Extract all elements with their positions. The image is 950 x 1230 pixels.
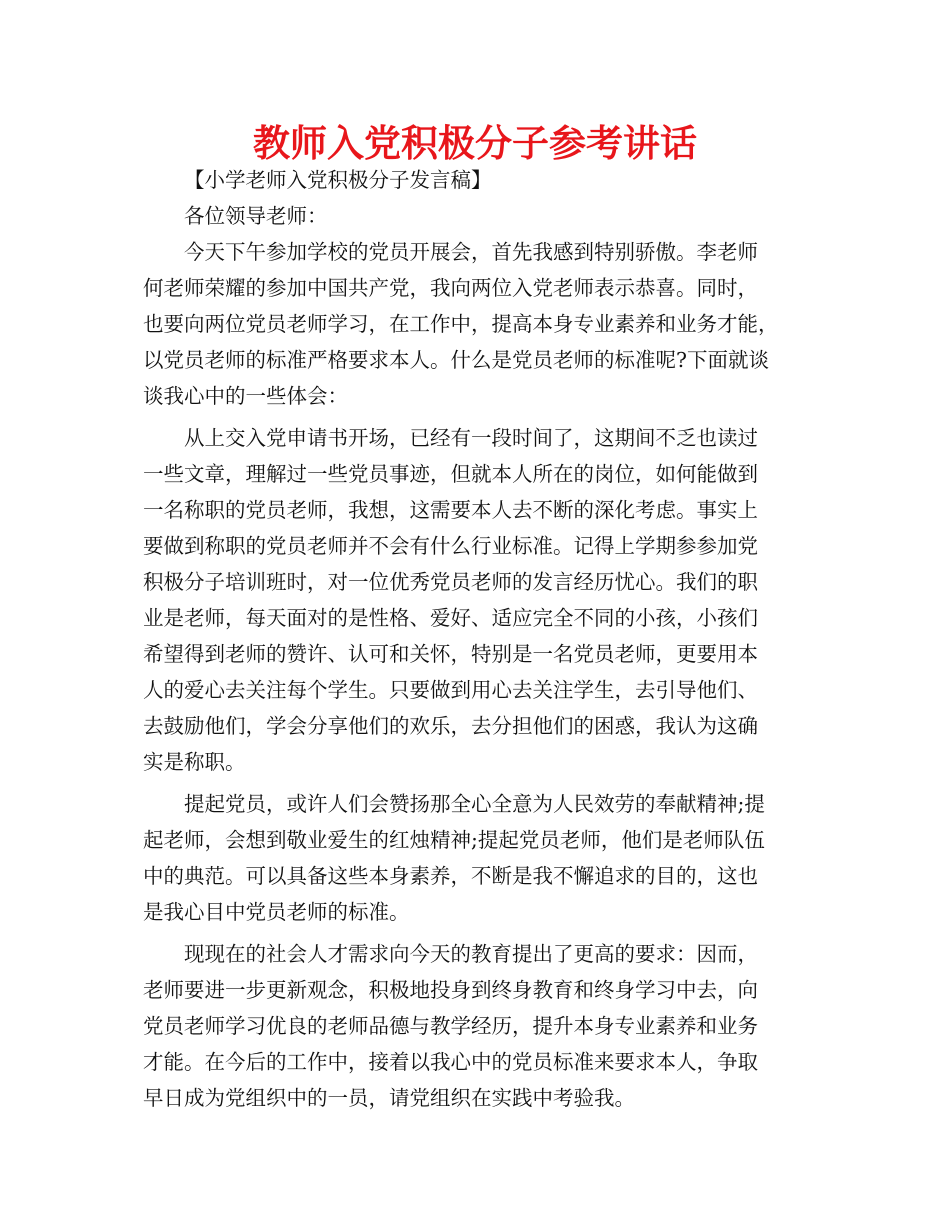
paragraph-line: 是我心目中党员老师的标准。: [143, 900, 410, 924]
paragraph-line: 希望得到老师的赞许、认可和关怀，特别是一名党员老师，更要用本: [143, 642, 758, 666]
paragraph-line: 一名称职的党员老师，我想，这需要本人去不断的深化考虑。事实上: [143, 498, 758, 522]
paragraph-1: [143, 234, 823, 414]
greeting-line: 各位领导老师：: [184, 204, 328, 228]
paragraph-line: 实是称职。: [143, 750, 246, 774]
paragraph-3: [143, 786, 823, 930]
paragraph-line: 才能。在今后的工作中，接着以我心中的党员标准来要求本人，争取: [143, 1050, 758, 1074]
paragraph-4: [143, 936, 823, 1116]
paragraph-line: 何老师荣耀的参加中国共产党，我向两位入党老师表示恭喜。同时，: [143, 276, 758, 300]
paragraph-line: 从上交入党申请书开场，已经有一段时间了，这期间不乏也读过: [184, 426, 758, 450]
paragraph-line: 起老师，会想到敬业爱生的红烛精神;提起党员老师，他们是老师队伍: [143, 828, 765, 852]
paragraph-line: 一些文章，理解过一些党员事迹，但就本人所在的岗位，如何能做到: [143, 462, 758, 486]
paragraph-line: 现现在的社会人才需求向今天的教育提出了更高的要求：因而，: [184, 942, 758, 966]
paragraph-2: [143, 420, 823, 780]
paragraph-line: 今天下午参加学校的党员开展会，首先我感到特别骄傲。李老师: [184, 240, 758, 264]
paragraph-line: 以党员老师的标准严格要求本人。什么是党员老师的标准呢?下面就谈: [143, 348, 769, 372]
paragraph-line: 中的典范。可以具备这些本身素养，不断是我不懈追求的目的，这也: [143, 864, 758, 888]
document-subtitle: 【小学老师入党积极分子发言稿】: [184, 168, 492, 192]
paragraph-line: 早日成为党组织中的一员，请党组织在实践中考验我。: [143, 1086, 635, 1110]
paragraph-line: 积极分子培训班时，对一位优秀党员老师的发言经历忧心。我们的职: [143, 570, 758, 594]
document-body: [143, 162, 823, 1116]
paragraph-line: 老师要进一步更新观念，积极地投身到终身教育和终身学习中去，向: [143, 978, 758, 1002]
paragraph-line: 人的爱心去关注每个学生。只要做到用心去关注学生，去引导他们、: [143, 678, 758, 702]
paragraph-line: 要做到称职的党员老师并不会有什么行业标准。记得上学期参参加党: [143, 534, 758, 558]
paragraph-line: 业是老师，每天面对的是性格、爱好、适应完全不同的小孩，小孩们: [143, 606, 758, 630]
paragraph-line: 去鼓励他们，学会分享他们的欢乐，去分担他们的困惑，我认为这确: [143, 714, 758, 738]
document-title: 教师入党积极分子参考讲话: [253, 122, 697, 165]
paragraph-line: 也要向两位党员老师学习，在工作中，提高本身专业素养和业务才能，: [143, 312, 779, 336]
paragraph-line: 谈我心中的一些体会：: [143, 384, 348, 408]
paragraph-line: 提起党员，或许人们会赞扬那全心全意为人民效劳的奉献精神;提: [184, 792, 765, 816]
paragraph-line: 党员老师学习优良的老师品德与教学经历，提升本身专业素养和业务: [143, 1014, 758, 1038]
